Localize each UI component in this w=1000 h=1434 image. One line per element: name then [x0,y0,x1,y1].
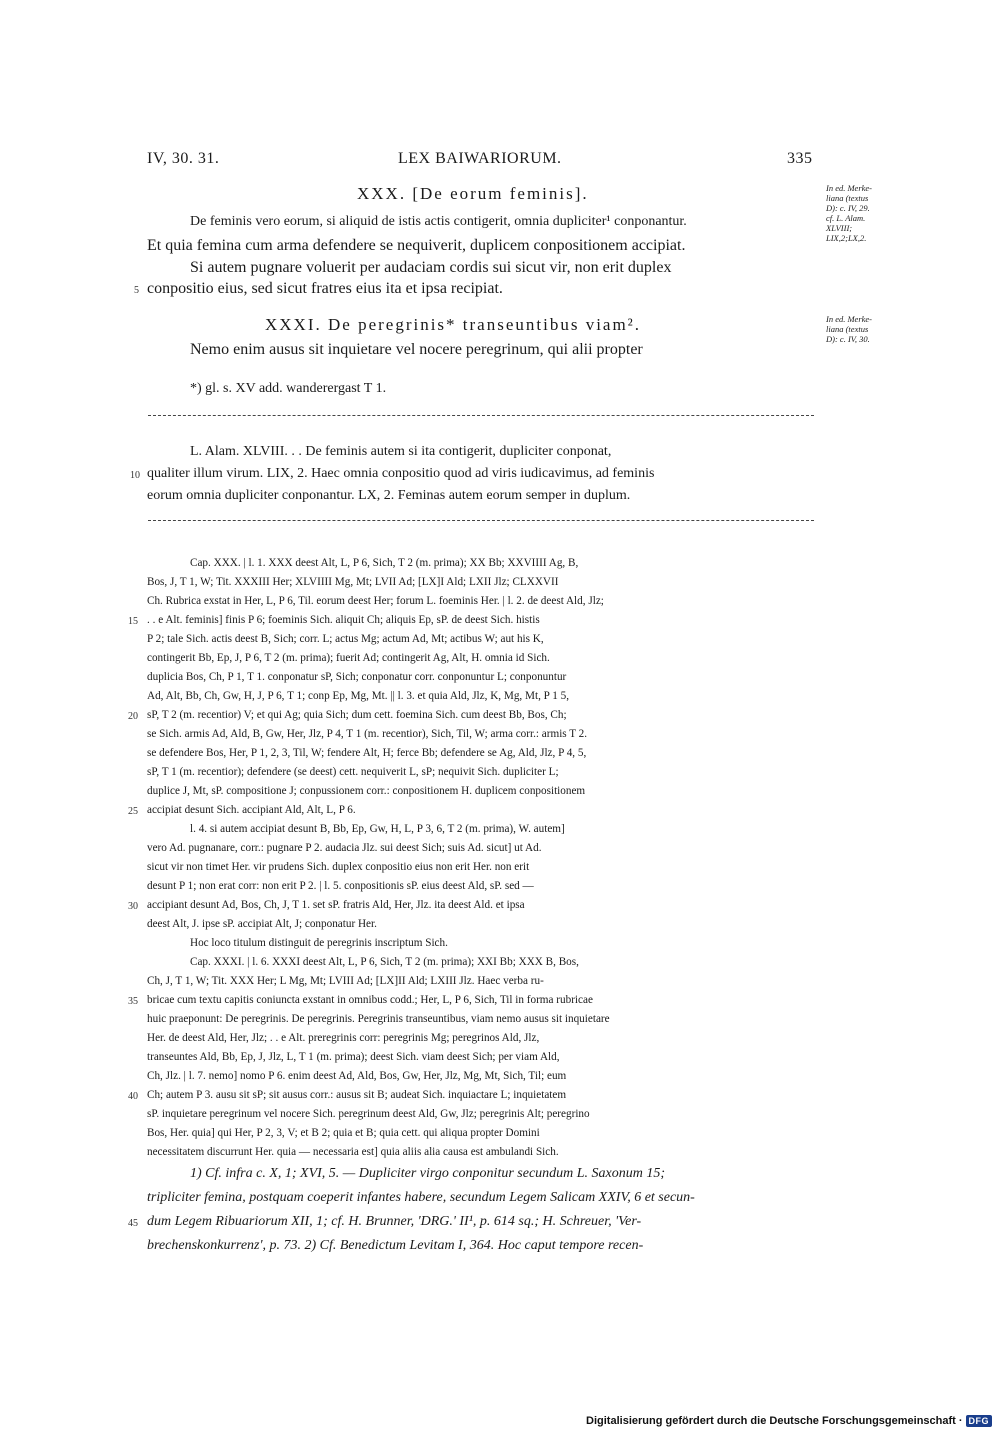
apparatus-line: accipiat desunt Sich. accipiant Ald, Alt, L, P 6. [147,804,356,816]
apparatus-line: Bos, J, T 1, W; Tit. XXXIII Her; XLVIIII Mg, Mt; LVII Ad; [LX]I Ald; LXII Jlz; CLXXVII [147,576,559,588]
running-head-left: IV, 30. 31. [147,150,220,167]
apparatus-line: necessitatem discurrunt Her. quia — necessaria est] quia aliis alia causa est ambulandi Sich. [147,1146,559,1158]
apparatus-line: Hoc loco titulum distinguit de peregrinis inscriptum Sich. [190,937,448,949]
apparatus-line: . . e Alt. feminis] finis P 6; foeminis Sich. aliquit Ch; aliquis Ep, sP. de deest Sich. histis [147,614,540,626]
chapter-31-line-1: Nemo enim ausus sit inquietare vel nocere peregrinum, qui alii propter [190,341,643,358]
line-number: 45 [128,1218,138,1229]
apparatus-line: huic praeponunt: De peregrinis. De peregrinis. Peregrinis transeuntibus, viam nemo ausus sit inquietare [147,1013,610,1025]
apparatus-line: Cap. XXX. | l. 1. XXX deest Alt, L, P 6, Sich, T 2 (m. prima); XX Bb; XXVIIII Ag, B, [190,557,579,569]
line-number: 15 [128,616,138,627]
apparatus-line: Bos, Her. quia] qui Her, P 2, 3, V; et B 2; quia et B; quia cett. qui aliqua propter Domini [147,1127,540,1139]
apparatus-line: Ch. Rubrica exstat in Her, L, P 6, Til. eorum deest Her; forum L. foeminis Her. | l. 2. de deest Ald, Jlz; [147,595,604,607]
divider [148,520,814,521]
line-number: 35 [128,996,138,1007]
digitization-credit [586,1414,992,1428]
footnote-line: brechenskonkurrenz', p. 73. 2) Cf. Benedictum Levitam I, 364. Hoc caput tempore recen- [147,1238,644,1253]
footnote-line: tripliciter femina, postquam coeperit infantes habere, secundum Legem Salicam XXIV, 6 et secun- [147,1190,695,1205]
apparatus-line: P 2; tale Sich. actis deest B, Sich; corr. L; actus Mg; actum Ad, Mt; actibus W; aut his K, [147,633,544,645]
apparatus-line: se Sich. armis Ad, Ald, B, Gw, Her, Jlz, P 4, T 1 (m. recentior), Sich, Til, W; arma corr.: armis T 2. [147,728,588,740]
apparatus-line: sP. inquietare peregrinum vel nocere Sich. peregrinum deest Ald, Gw, Jlz; peregrinis Alt; peregrino [147,1108,590,1120]
apparatus-line: Her. de deest Ald, Her, Jlz; . . e Alt. preregrinis corr: peregrinis Mg; peregrinos Ald, Jlz, [147,1032,540,1044]
divider [148,415,814,416]
apparatus-line: duplice J, Mt, sP. compositione J; conpussionem corr.: conpositionem H. duplicem conpositionem [147,785,586,797]
running-head-title: LEX BAIWARIORUM. [398,150,562,167]
apparatus-line: Ad, Alt, Bb, Ch, Gw, H, J, P 6, T 1; conp Ep, Mg, Mt. || l. 3. et quia Ald, Jlz, K, Mg, Mt, P 1 5, [147,690,570,702]
line-number: 20 [128,711,138,722]
credit-text: Digitalisierung gefördert durch die Deutsche Forschungsgemeinschaft [586,1415,956,1427]
line-number: 10 [130,470,140,481]
gloss-note: *) gl. s. XV add. wanderergast T 1. [190,381,387,396]
chapter-30-line-3: Si autem pugnare voluerit per audaciam cordis sui sicut vir, non erit duplex [190,259,672,276]
apparatus-line: l. 4. si autem accipiat desunt B, Bb, Ep, Gw, H, L, P 3, 6, T 2 (m. prima), W. autem] [190,823,565,835]
line-number: 5 [134,285,139,296]
apparatus-line: duplicia Bos, Ch, P 1, T 1. conponatur sP, Sich; conponatur corr. conponuntur L; conponuntur [147,671,567,683]
source-line-3: eorum omnia dupliciter conponantur. LX, 2. Feminas autem eorum semper in duplum. [147,488,631,503]
apparatus-line: Ch, J, T 1, W; Tit. XXX Her; L Mg, Mt; LVIII Ad; [LX]II Ald; LXIII Jlz. Haec verba ru- [147,975,544,987]
apparatus-line: desunt P 1; non erat corr: non erit P 2. | l. 5. conpositionis sP. eius deest Ald, sP. sed — [147,880,534,892]
line-number: 25 [128,806,138,817]
source-line-1: L. Alam. XLVIII. . . De feminis autem si ita contigerit, dupliciter conponat, [190,444,612,459]
chapter-30-title: XXX. [De eorum feminis]. [357,184,589,203]
page-number: 335 [787,150,813,167]
dfg-logo-icon: DFG [966,1415,993,1427]
chapter-31-title: XXXI. De peregrinis* transeuntibus viam². [265,315,642,334]
apparatus-line: sP, T 2 (m. recentior) V; et qui Ag; quia Sich; dum cett. foemina Sich. cum deest Bb, Bos, Ch; [147,709,567,721]
line-number: 40 [128,1091,138,1102]
chapter-30-line-4: conpositio eius, sed sicut fratres eius ita et ipsa recipiat. [147,280,503,297]
separator-dot: · [958,1415,963,1427]
apparatus-line: sicut vir non timet Her. vir prudens Sich. duplex conpositio eius non erit Her. non erit [147,861,530,873]
apparatus-line: se defendere Bos, Her, P 1, 2, 3, Til, W; fendere Alt, H; ferce Bb; defendere se Ag, Ald, Jlz, P 4, 5, [147,747,587,759]
apparatus-line: Ch; autem P 3. ausu sit sP; sit ausus corr.: ausus sit B; audeat Sich. inquiactare L; inquietatem [147,1089,567,1101]
source-line-2: qualiter illum virum. LIX, 2. Haec omnia conpositio quod ad viris iudicavimus, ad feminis [147,466,655,481]
footnote-line: 1) Cf. infra c. X, 1; XVI, 5. — Dupliciter virgo conponitur secundum L. Saxonum 15; [190,1166,666,1181]
chapter-30-line-1: De feminis vero eorum, si aliquid de istis actis contigerit, omnia dupliciter¹ conponantur. [190,214,687,229]
line-number: 30 [128,901,138,912]
apparatus-line: contingerit Bb, Ep, J, P 6, T 2 (m. prima); fuerit Ad; contingerit Ag, Alt, H. omnia id Sich. [147,652,550,664]
chapter-31-margin-note: In ed. Merke- liana (textus D): c. IV, 30. [826,314,873,344]
apparatus-line: transeuntes Ald, Bb, Ep, J, Jlz, L, T 1 (m. prima); deest Sich. viam deest Sich; per viam Ald, [147,1051,560,1063]
apparatus-line: accipiant desunt Ad, Bos, Ch, J, T 1. set sP. fratris Ald, Her, Jlz. ita deest Ald. et ipsa [147,899,525,911]
apparatus-line: Cap. XXXI. | l. 6. XXXI deest Alt, L, P 6, Sich, T 2 (m. prima); XXI Bb; XXX B, Bos, [190,956,579,968]
apparatus-line: vero Ad. pugnanare, corr.: pugnare P 2. audacia Jlz. sui deest Sich; suis Ad. sicut] ut Ad. [147,842,542,854]
footnote-line: dum Legem Ribuariorum XII, 1; cf. H. Brunner, 'DRG.' II¹, p. 614 sq.; H. Schreuer, 'Ver- [147,1214,642,1229]
apparatus-line: deest Alt, J. ipse sP. accipiat Alt, J; conponatur Her. [147,918,377,930]
apparatus-line: Ch, Jlz. | l. 7. nemo] nomo P 6. enim deest Ad, Ald, Bos, Gw, Her, Jlz, Mg, Mt, Sich, Til; eum [147,1070,567,1082]
chapter-30-line-2: Et quia femina cum arma defendere se nequiverit, duplicem conpositionem accipiat. [147,237,686,254]
apparatus-line: sP, T 1 (m. recentior); defendere (se deest) cett. nequiverit L, sP; nequivit Sich. dupliciter L; [147,766,559,778]
chapter-30-margin-note: In ed. Merke- liana (textus D): c. IV, 29. cf. L. Alam. XLVIII; LIX,2;LX,2. [826,183,873,243]
apparatus-line: bricae cum textu capitis coniuncta exstant in omnibus codd.; Her, L, P 6, Sich, Til in forma rubricae [147,994,593,1006]
